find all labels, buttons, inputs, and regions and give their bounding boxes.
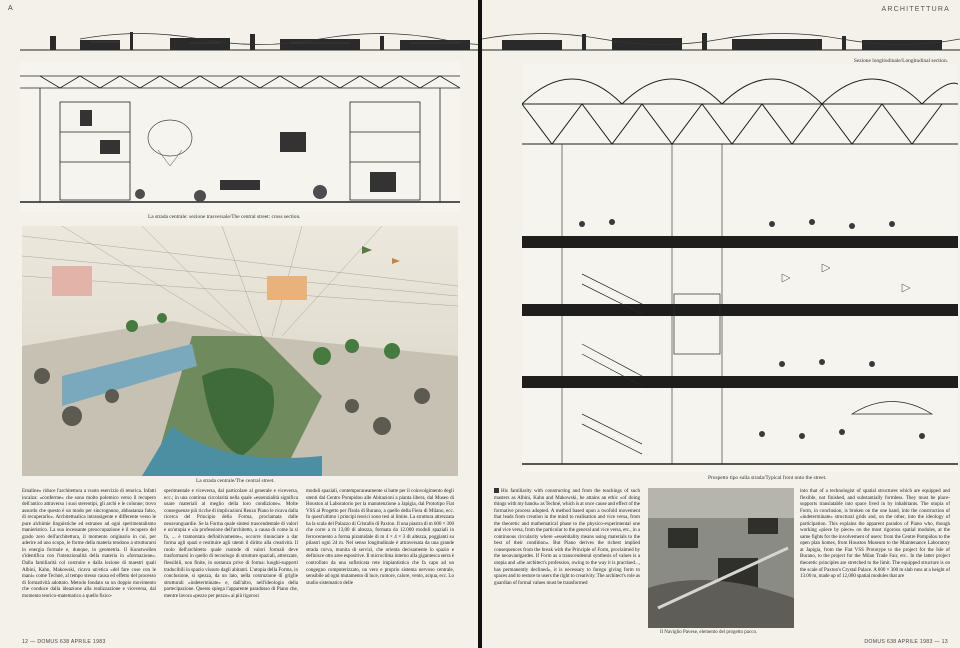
text-column-2: sperimentale e viceversa, dal particolare al generale e viceversa, ecc.; in una continua circolarità nella quale «essenzialità significa usare materiali al meglio della loro condizione». Molte conseguenze più ricche di implicazioni Renzo Piano le ricava dalla ricerca del Principio della Forma, proclamata dalle neoavanguardie. Se la Forma quale sintesi trascendentale di valori e un'utopia e «la professione dell'architetto, a causa di come la si fa, ... è tramontata definitivamente», occorre rinunciare a dar forma agli spazi e restituire agli utenti il diritto alla creatività. Il ruolo dell'architetto quale custode di valori formali deve trasformarsi in quello di tecnologo di strutture spaziali, attrezzate, flessibili, non finite, in sostanza prive di forma: luoghi-supporti traducibili in spazio vissuto dagli abitanti. L'utopia della Forma, in conclusione, si spezza, da un lato, nella costruzione di griglie strutturali «indeterminate» e, dall'altro, nell'ideologia della partecipazione. Questo spiega l'apparente paradosso di Piano che, mentre lavora «pezzo per pezzo» ai più rigorosi xyxy=(164,488,298,599)
panorama-section-right xyxy=(482,22,960,56)
folio-right: DOMUS 638 APRILE 1983 — 13 xyxy=(864,639,948,645)
caption-longitudinal-section: Sezione longitudinale/Longitudinal section. xyxy=(853,58,948,64)
right-page xyxy=(482,0,960,648)
caption-street-fronts: Prospetto tipo sulla strada/Typical front onto the street. xyxy=(708,475,827,481)
street-elevation-drawing xyxy=(522,64,958,472)
left-page xyxy=(0,0,478,648)
paragraph-marker xyxy=(494,488,499,493)
corner-mark: A xyxy=(8,5,13,12)
text-column-5: into that of a technologist of spatial structures which are equipped and flexible, not finished, and substantially formless. They must be place-supports translatable into space lived in by inhabitants. The utopia of Form, in conclusion, is broken on the one hand, into the construction of «indeterminate» structural grids and, on the other, into the ideology of participation. This explains the apparent paradox of Piano who, though working «piece by piece» on the most rigorous spatial modules, at the same fights for the involvement of users: from the Centre Pompidou to the open plan homes, from Houston Museum to the Maintenance Laboratory at Japigia, from the Fiat VSS Prototype to the project for the Isle of Burano, to the project for the Milan Trade Fair, etc.. In the latter project theoretic principles are stretched to the limit. The equipped structure is on the scale of Paxton's Crystal Palace. A 600 × 300 m slab runs at a height of 13.00 m, made up of 12,000 spatial modules that are xyxy=(800,488,950,580)
caption-cross-section: La strada centrale: sezione trasversale/The central street: cross section. xyxy=(148,214,301,220)
text-column-4 xyxy=(494,488,640,640)
naviglio-photo xyxy=(648,488,794,628)
cross-section-drawing xyxy=(20,62,460,212)
text-column-3: moduli spaziali, contemporaneamente si batte per il coinvolgimento degli utenti dal Centro Pompidou alle Abitazioni a pianta libera, dal Museo di Houston al Laboratorio per la manutenzione a Japigia, dal Prototipo Fiat VSS al Progetto per l'Isola di Burano, a quello della Fiera di Milano, ecc. In quest'ultimo i principi teorici sono tesi al limite. La struttura attrezzata ha la scala del Palazzo di Cristallo di Paxton. Il una piastra di m 600 × 300 che corre a m 13,00 di altezza, formata da 12.000 moduli spaziali in ferrocemento a forma piramidale di m 4 × 4 × 3 di altezza, poggianti su pilastri ogni 24 m. Nel senso longitudinale è attraversata da una grande strada curva, munita di servizi, che orienta decisamente lo spazio e definisce otto aree espositive. Il microclima interno alla gigantesca serra è controllato da una sofisticata rete impiantistica che fa capo ad un congegno computerizzato, un vero e proprio sistema nervoso centrale, sensibile ad ogni mutamento di luce, rumore, calore, vento, acqua, ecc. Lo studio sistematico delle xyxy=(306,488,454,586)
folio-left: 12 — DOMUS 638 APRILE 1983 xyxy=(22,639,106,645)
caption-central-street: La strada centrale/The central street. xyxy=(196,478,275,484)
panorama-section-left xyxy=(20,22,478,56)
caption-naviglio: Il Naviglio Pavese, elemento del progetto pacco. xyxy=(660,630,758,635)
running-head: ARCHITETTURA xyxy=(881,6,950,13)
text-column-1: Emaline» riduce l'architettura a vuoto esercizio di retorica. Infatti incalza: «conferme» che sono molto polemico verso il recupero dell'antico attraverso i suoi stereotipi, gli archi e le colonne; trovo assurdo che questo è un modo per sincrognuno, abbastanza falso, di recuperarlo». Architettualica intransigente e differente verso le pure alchimie linguistiche ed estraneo ad ogni sperimentalismo manieristico. La sua incessante preoccupazione è il recupero del grado zero dell'architettura, il momento originario in cui, per aderire ad uno scopo, le forme della materia tendono a strutturarsi in energia formale e, dunque, in geometria. Il Kunstwollen s'identifica con l'intenzionalità della materia in «formazione». Dalla familiarità col costruire e dalla lezione di maestri quali Albini, Kahn, Makowski, ricava un'etica «del fare cose con le mani» come Techné, al tempo stesso causa ed effetto del processo di formatività adottato. Metodo fondato su un doppio movimento che conduce dalla ideazione alla realizzazione e viceversa, dal momento teorico-matematico a quello fisico- xyxy=(22,488,156,599)
central-street-perspective xyxy=(22,226,458,476)
text-column-4-body: His familiarity with constructing and from the teachings of such masters as Albini, Kahn and Makowski, he attains an ethic «of doing things with my hands» as Techné, which is at once cause and effect of the formative process adopted. A method based upon a twofold movement that leads from creation in the mind to realisation and vice versa, from the theoretic and mathematical phase to the physico-experimental one and vice versa, from the particular to the general and vice versa, etc., in a continuous circularity where «essentiality means using materials to the best of their condition». But Piano derives the richest implied consequences from the break with the Principle of Form, proclaimed by the neoavantgardes. If Form as a transcendental synthesis of values is a utopia and «the architect's profession, owing to the way it is practised..., has permanently declined», it is necessary to forego giving form to spaces and to restore to users the right to creativity. The architect's role as guardian of formal values must be transformed xyxy=(494,488,640,586)
